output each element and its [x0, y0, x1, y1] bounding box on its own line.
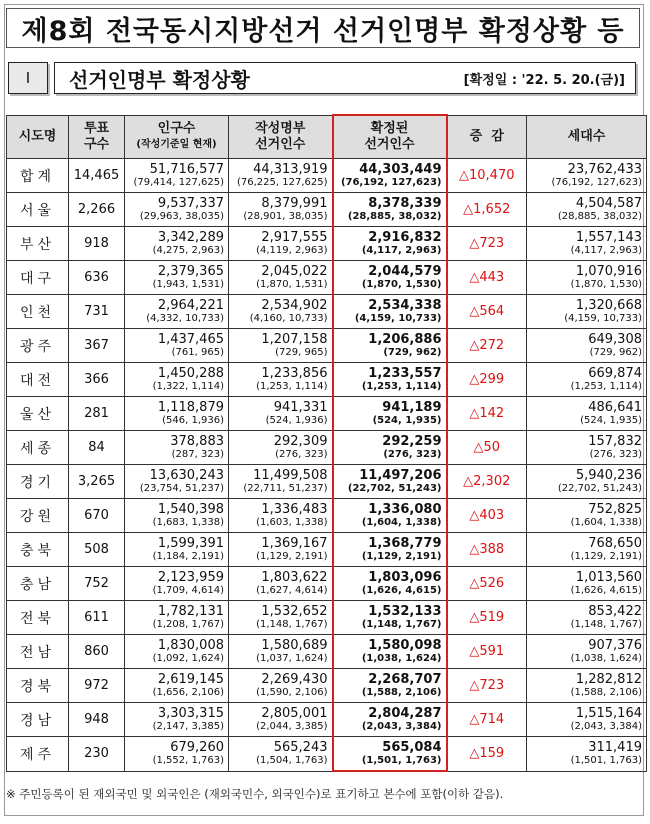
districts-cell: 84 [69, 431, 125, 465]
table-row [7, 363, 647, 397]
population-cell: 2,123,959 (1,709, 4,614) [125, 567, 229, 601]
confirmed-cell: 2,534,338 (4,159, 10,733) [333, 295, 447, 329]
table-row [7, 601, 647, 635]
table-row [7, 329, 647, 363]
population-cell: 9,537,337 (29,963, 38,035) [125, 193, 229, 227]
table-row [7, 465, 647, 499]
households-cell: 669,874 (1,253, 1,114) [527, 363, 647, 397]
title-box [6, 8, 640, 48]
confirmed-cell: 292,259 (276, 323) [333, 431, 447, 465]
region-cell: 강원 [7, 499, 69, 533]
population-cell: 1,437,465 (761, 965) [125, 329, 229, 363]
population-cell: 2,964,221 (4,332, 10,733) [125, 295, 229, 329]
population-cell: 51,716,577 (79,414, 127,625) [125, 159, 229, 193]
change-cell: △591 [447, 635, 527, 669]
page-title: 제8회 전국동시지방선거 선거인명부 확정상황 등 [21, 15, 625, 47]
change-cell: △723 [447, 227, 527, 261]
change-cell: △272 [447, 329, 527, 363]
households-cell: 1,515,164 (2,043, 3,384) [527, 703, 647, 737]
change-cell: △714 [447, 703, 527, 737]
prepared-cell: 941,331 (524, 1,936) [229, 397, 333, 431]
prepared-cell: 565,243 (1,504, 1,763) [229, 737, 333, 772]
region-cell: 광주 [7, 329, 69, 363]
prepared-cell: 8,379,991 (28,901, 38,035) [229, 193, 333, 227]
districts-cell: 2,266 [69, 193, 125, 227]
households-cell: 23,762,433 (76,192, 127,623) [527, 159, 647, 193]
districts-cell: 611 [69, 601, 125, 635]
region-cell: 전남 [7, 635, 69, 669]
table-row [7, 261, 647, 295]
prepared-cell: 2,805,001 (2,044, 3,385) [229, 703, 333, 737]
districts-cell: 752 [69, 567, 125, 601]
confirmed-cell: 1,803,096 (1,626, 4,615) [333, 567, 447, 601]
region-cell: 제주 [7, 737, 69, 772]
voter-roll-table [6, 114, 647, 772]
section-number: Ⅰ [8, 62, 48, 94]
prepared-cell: 11,499,508 (22,711, 51,237) [229, 465, 333, 499]
region-cell: 울산 [7, 397, 69, 431]
prepared-cell: 44,313,919 (76,225, 127,625) [229, 159, 333, 193]
change-cell: △142 [447, 397, 527, 431]
region-cell: 경기 [7, 465, 69, 499]
region-cell: 대전 [7, 363, 69, 397]
change-cell: △2,302 [447, 465, 527, 499]
table-row [7, 737, 647, 772]
confirmed-cell: 1,336,080 (1,604, 1,338) [333, 499, 447, 533]
districts-cell: 636 [69, 261, 125, 295]
confirmed-cell: 941,189 (524, 1,935) [333, 397, 447, 431]
change-cell: △403 [447, 499, 527, 533]
table-row [7, 669, 647, 703]
households-cell: 1,320,668 (4,159, 10,733) [527, 295, 647, 329]
population-cell: 679,260 (1,552, 1,763) [125, 737, 229, 772]
region-cell: 세종 [7, 431, 69, 465]
confirmed-cell: 44,303,449 (76,192, 127,623) [333, 159, 447, 193]
table-row [7, 193, 647, 227]
table-row [7, 533, 647, 567]
header-prepared: 작성명부 선거인수 [229, 115, 333, 159]
prepared-cell: 2,534,902 (4,160, 10,733) [229, 295, 333, 329]
households-cell: 311,419 (1,501, 1,763) [527, 737, 647, 772]
households-cell: 853,422 (1,148, 1,767) [527, 601, 647, 635]
districts-cell: 367 [69, 329, 125, 363]
header-confirmed: 확정된 선거인수 [333, 115, 447, 159]
table-row [7, 159, 647, 193]
districts-cell: 972 [69, 669, 125, 703]
population-cell: 378,883 (287, 323) [125, 431, 229, 465]
region-cell: 서울 [7, 193, 69, 227]
households-cell: 486,641 (524, 1,935) [527, 397, 647, 431]
region-cell: 충남 [7, 567, 69, 601]
confirmed-cell: 565,084 (1,501, 1,763) [333, 737, 447, 772]
prepared-cell: 1,803,622 (1,627, 4,614) [229, 567, 333, 601]
population-cell: 1,830,008 (1,092, 1,624) [125, 635, 229, 669]
change-cell: △50 [447, 431, 527, 465]
section-header [8, 62, 636, 94]
header-districts: 투표 구수 [69, 115, 125, 159]
confirmed-cell: 1,580,098 (1,038, 1,624) [333, 635, 447, 669]
change-cell: △299 [447, 363, 527, 397]
population-cell: 1,782,131 (1,208, 1,767) [125, 601, 229, 635]
section-title: 선거인명부 확정상황 [69, 67, 250, 92]
households-cell: 1,557,143 (4,117, 2,963) [527, 227, 647, 261]
population-cell: 1,118,879 (546, 1,936) [125, 397, 229, 431]
region-cell: 충북 [7, 533, 69, 567]
population-cell: 3,303,315 (2,147, 3,385) [125, 703, 229, 737]
households-cell: 752,825 (1,604, 1,338) [527, 499, 647, 533]
prepared-cell: 2,269,430 (1,590, 2,106) [229, 669, 333, 703]
households-cell: 1,282,812 (1,588, 2,106) [527, 669, 647, 703]
prepared-cell: 1,580,689 (1,037, 1,624) [229, 635, 333, 669]
households-cell: 1,070,916 (1,870, 1,530) [527, 261, 647, 295]
change-cell: △443 [447, 261, 527, 295]
table-row [7, 431, 647, 465]
table-row [7, 567, 647, 601]
region-cell: 경북 [7, 669, 69, 703]
population-cell: 1,450,288 (1,322, 1,114) [125, 363, 229, 397]
table-row [7, 295, 647, 329]
population-cell: 3,342,289 (4,275, 2,963) [125, 227, 229, 261]
confirmed-cell: 1,532,133 (1,148, 1,767) [333, 601, 447, 635]
districts-cell: 731 [69, 295, 125, 329]
confirmed-cell: 1,368,779 (1,129, 2,191) [333, 533, 447, 567]
change-cell: △388 [447, 533, 527, 567]
districts-cell: 508 [69, 533, 125, 567]
population-cell: 2,619,145 (1,656, 2,106) [125, 669, 229, 703]
table-row [7, 227, 647, 261]
region-cell: 인천 [7, 295, 69, 329]
districts-cell: 948 [69, 703, 125, 737]
region-cell: 경남 [7, 703, 69, 737]
region-cell: 대구 [7, 261, 69, 295]
change-cell: △526 [447, 567, 527, 601]
households-cell: 768,650 (1,129, 2,191) [527, 533, 647, 567]
region-cell: 전북 [7, 601, 69, 635]
footnote: ※ 주민등록이 된 재외국민 및 외국인은 (재외국민수, 외국인수)로 표기하고 본수에 포함(이하 같음). [6, 787, 504, 801]
households-cell: 649,308 (729, 962) [527, 329, 647, 363]
population-cell: 2,379,365 (1,943, 1,531) [125, 261, 229, 295]
region-cell: 부산 [7, 227, 69, 261]
prepared-cell: 292,309 (276, 323) [229, 431, 333, 465]
districts-cell: 230 [69, 737, 125, 772]
confirmed-cell: 2,916,832 (4,117, 2,963) [333, 227, 447, 261]
districts-cell: 860 [69, 635, 125, 669]
population-cell: 1,540,398 (1,683, 1,338) [125, 499, 229, 533]
households-cell: 907,376 (1,038, 1,624) [527, 635, 647, 669]
table-row [7, 499, 647, 533]
prepared-cell: 2,045,022 (1,870, 1,531) [229, 261, 333, 295]
prepared-cell: 1,336,483 (1,603, 1,338) [229, 499, 333, 533]
population-cell: 1,599,391 (1,184, 2,191) [125, 533, 229, 567]
households-cell: 157,832 (276, 323) [527, 431, 647, 465]
change-cell: △10,470 [447, 159, 527, 193]
header-change: 증 감 [447, 115, 527, 159]
header-households: 세대수 [527, 115, 647, 159]
districts-cell: 3,265 [69, 465, 125, 499]
households-cell: 5,940,236 (22,702, 51,243) [527, 465, 647, 499]
confirmed-cell: 2,804,287 (2,043, 3,384) [333, 703, 447, 737]
prepared-cell: 1,369,167 (1,129, 2,191) [229, 533, 333, 567]
confirmation-date: [확정일 : '22. 5. 20.(금)] [463, 72, 625, 88]
confirmed-cell: 8,378,339 (28,885, 38,032) [333, 193, 447, 227]
table-header-row [7, 115, 647, 159]
table-row [7, 635, 647, 669]
districts-cell: 366 [69, 363, 125, 397]
population-cell: 13,630,243 (23,754, 51,237) [125, 465, 229, 499]
districts-cell: 918 [69, 227, 125, 261]
change-cell: △723 [447, 669, 527, 703]
header-population: 인구수 (작성기준일 현재) [125, 115, 229, 159]
confirmed-cell: 2,044,579 (1,870, 1,530) [333, 261, 447, 295]
section-title-box [54, 62, 636, 94]
confirmed-cell: 1,233,557 (1,253, 1,114) [333, 363, 447, 397]
prepared-cell: 1,207,158 (729, 965) [229, 329, 333, 363]
table-row [7, 397, 647, 431]
confirmed-cell: 11,497,206 (22,702, 51,243) [333, 465, 447, 499]
header-region: 시도명 [7, 115, 69, 159]
change-cell: △519 [447, 601, 527, 635]
prepared-cell: 2,917,555 (4,119, 2,963) [229, 227, 333, 261]
districts-cell: 14,465 [69, 159, 125, 193]
households-cell: 4,504,587 (28,885, 38,032) [527, 193, 647, 227]
change-cell: △1,652 [447, 193, 527, 227]
confirmed-cell: 2,268,707 (1,588, 2,106) [333, 669, 447, 703]
change-cell: △159 [447, 737, 527, 772]
change-cell: △564 [447, 295, 527, 329]
prepared-cell: 1,532,652 (1,148, 1,767) [229, 601, 333, 635]
region-cell: 합계 [7, 159, 69, 193]
prepared-cell: 1,233,856 (1,253, 1,114) [229, 363, 333, 397]
districts-cell: 670 [69, 499, 125, 533]
households-cell: 1,013,560 (1,626, 4,615) [527, 567, 647, 601]
table-row [7, 703, 647, 737]
confirmed-cell: 1,206,886 (729, 962) [333, 329, 447, 363]
districts-cell: 281 [69, 397, 125, 431]
